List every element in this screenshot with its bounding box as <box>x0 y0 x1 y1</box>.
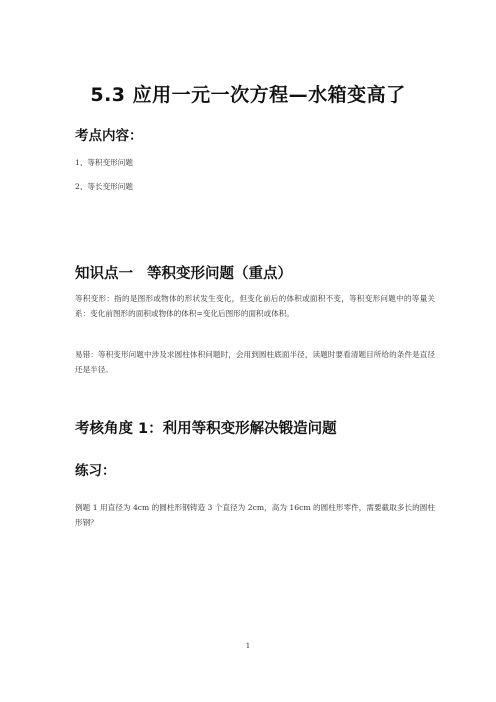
mistake-paragraph: 易错：等积变形问题中涉及求圆柱体积问题时，会用到圆柱底面半径，读题时要看清题目所给的条件是直径还是半径。 <box>75 350 435 374</box>
content-item-2: 2、等长变形问题 <box>75 182 133 191</box>
page-number: 1 <box>245 642 251 650</box>
example-1-paragraph: 例题 1 用直径为 4cm 的圆柱形钢铸造 3 个直径为 2cm，高为 16cm 的圆柱形零件，需要截取多长的圆柱形钢？ <box>75 503 435 527</box>
knowledge-point-title: 等积变形问题（重点） <box>147 266 292 282</box>
definition-paragraph: 等积变形：指的是图形或物体的形状发生变化，但变化前后的体积或面积不变，等积变形问题中的等量关系：变化前图形的面积或物体的体积=变化后图形的面积或体积。 <box>75 294 435 318</box>
section-content-heading: 考点内容： <box>75 128 143 144</box>
knowledge-point-prefix: 知识点一 <box>75 266 133 282</box>
practice-heading: 练习： <box>75 463 116 479</box>
content-item-1: 1、等积变形问题 <box>75 158 133 167</box>
assessment-heading: 考核角度 1：利用等积变形解决锻造问题 <box>75 421 337 437</box>
knowledge-point-heading <box>75 262 292 283</box>
document-title: 5.3 应用一元一次方程—水箱变高了 <box>90 84 406 106</box>
